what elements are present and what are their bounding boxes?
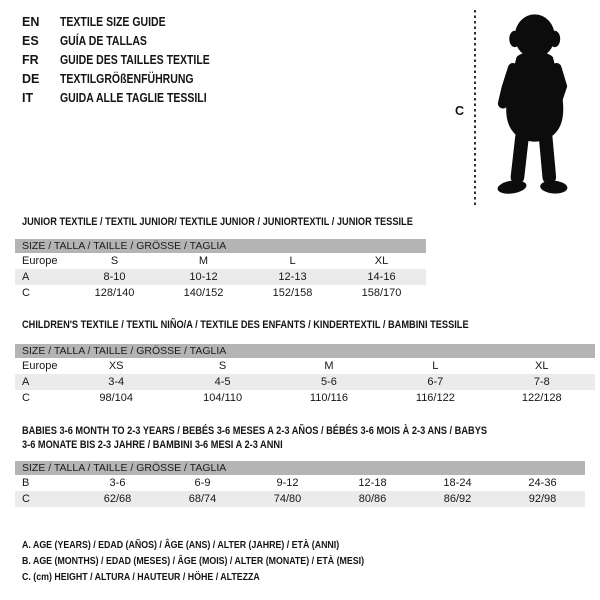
size-cell: 116/122 <box>415 392 455 404</box>
language-row-es <box>22 31 238 50</box>
size-cell: 80/86 <box>358 493 387 505</box>
size-cell: 3-4 <box>108 376 125 388</box>
guide-title-es: GUÍA DE TALLAS <box>60 33 147 48</box>
row-label: A <box>22 271 30 283</box>
table-row-age <box>15 374 595 390</box>
children-table <box>15 344 595 406</box>
table-row-height <box>15 491 585 507</box>
size-cell: 104/110 <box>203 392 243 404</box>
size-cell: 92/98 <box>528 493 557 505</box>
row-label: Europe <box>22 360 58 372</box>
language-row-it <box>22 88 238 107</box>
language-row-de <box>22 69 238 88</box>
language-code: FR <box>22 52 39 67</box>
babies-textile-table-section <box>15 424 585 507</box>
language-code: IT <box>22 90 34 105</box>
size-cell: 152/158 <box>272 287 313 299</box>
language-code: EN <box>22 14 40 29</box>
language-row-en <box>22 12 238 31</box>
babies-table <box>15 461 585 507</box>
row-label: A <box>22 376 30 388</box>
language-row-fr <box>22 50 238 69</box>
size-cell: XL <box>374 255 389 267</box>
size-cell: 68/74 <box>188 493 217 505</box>
size-cell: 158/170 <box>361 287 402 299</box>
legend-footnotes <box>22 537 429 585</box>
size-cell: 9-12 <box>276 477 299 489</box>
baby-silhouette-icon <box>482 7 582 209</box>
junior-textile-table-section <box>15 215 426 301</box>
children-table-title-text: CHILDREN'S TEXTILE / TEXTIL NIÑO/A / TEXTILE DES ENFANTS / KINDERTEXTIL / BAMBINI TESSILE <box>22 319 469 331</box>
size-cell: 14-16 <box>367 271 396 283</box>
footnote-c-text: C. (cm) HEIGHT / ALTURA / HAUTEUR / HÖHE / ALTEZZA <box>22 571 260 583</box>
junior-table <box>15 239 426 301</box>
size-cell: 86/92 <box>443 493 472 505</box>
row-label: C <box>22 392 30 404</box>
junior-table-title-text: JUNIOR TEXTILE / TEXTIL JUNIOR/ TEXTILE JUNIOR / JUNIORTEXTIL / JUNIOR TESSILE <box>22 216 413 228</box>
size-cell: 24-36 <box>528 477 557 489</box>
size-header-text: SIZE / TALLA / TAILLE / GRÖSSE / TAGLIA <box>22 462 227 474</box>
size-cell: 110/116 <box>309 392 349 404</box>
size-cell: L <box>432 360 439 372</box>
size-header-text: SIZE / TALLA / TAILLE / GRÖSSE / TAGLIA <box>22 345 227 357</box>
size-cell: 7-8 <box>533 376 550 388</box>
size-cell: 140/152 <box>183 287 224 299</box>
footnote-b <box>22 553 429 569</box>
guide-title-it: GUIDA ALLE TAGLIE TESSILI <box>60 90 207 105</box>
table-row-age-months <box>15 475 585 491</box>
size-cell: 3-6 <box>109 477 126 489</box>
footnote-c <box>22 569 429 585</box>
size-header-bar <box>15 344 595 358</box>
footnote-b-text: B. AGE (MONTHS) / EDAD (MESES) / ÂGE (MOIS) / ALTER (MONATE) / ETÀ (MESI) <box>22 555 365 567</box>
size-header-bar <box>15 239 426 253</box>
size-cell: 5-6 <box>321 376 337 388</box>
footnote-a <box>22 537 429 553</box>
height-measure-label: C <box>455 104 465 118</box>
size-cell: S <box>218 360 227 372</box>
language-code: DE <box>22 71 40 86</box>
size-cell: 6-9 <box>194 477 211 489</box>
row-label: Europe <box>22 255 58 267</box>
size-cell: M <box>198 255 209 267</box>
height-measure-dashed-line <box>474 10 476 206</box>
table-row-height <box>15 285 426 301</box>
size-cell: 74/80 <box>273 493 302 505</box>
size-cell: 10-12 <box>189 271 218 283</box>
junior-table-title <box>22 215 426 229</box>
size-cell: 4-5 <box>214 376 231 388</box>
size-cell: L <box>289 255 296 267</box>
table-row-europe <box>15 253 426 269</box>
language-title-list <box>22 12 238 107</box>
table-row-age <box>15 269 426 285</box>
size-cell: M <box>324 360 334 372</box>
children-table-title <box>22 318 595 332</box>
guide-title-de: TEXTILGRÖßENFÜHRUNG <box>60 71 194 86</box>
size-cell: 18-24 <box>443 477 472 489</box>
row-label: B <box>22 477 30 489</box>
footnote-a-text: A. AGE (YEARS) / EDAD (AÑOS) / ÂGE (ANS) / ALTER (JAHRE) / ETÀ (ANNI) <box>22 539 340 551</box>
size-cell: XS <box>108 360 124 372</box>
size-cell: XL <box>535 360 549 372</box>
size-cell: 122/128 <box>521 392 562 404</box>
size-cell: S <box>110 255 119 267</box>
size-header-bar <box>15 461 585 475</box>
guide-title-en: TEXTILE SIZE GUIDE <box>60 14 166 29</box>
size-cell: 128/140 <box>94 287 135 299</box>
row-label: C <box>22 287 30 299</box>
size-cell: 12-13 <box>278 271 307 283</box>
language-code: ES <box>22 33 39 48</box>
row-label: C <box>22 493 30 505</box>
guide-title-fr: GUIDE DES TAILLES TEXTILE <box>60 52 210 67</box>
table-row-height <box>15 390 595 406</box>
size-cell: 12-18 <box>358 477 387 489</box>
babies-table-title-text: BABIES 3-6 MONTH TO 2-3 YEARS / BEBÉS 3-6 MESES A 2-3 AÑOS / BÉBÉS 3-6 MOIS À 2-3 ANS / BABYS 3-6 MONATE BIS 2-3 JAHRE / BAMBINI 3-6 MESI A 2-3 ANNI <box>22 425 488 451</box>
size-cell: 98/104 <box>99 392 134 404</box>
size-cell: 6-7 <box>427 376 444 388</box>
table-row-europe <box>15 358 595 374</box>
children-textile-table-section <box>15 318 595 406</box>
size-cell: 8-10 <box>103 271 126 283</box>
babies-table-title <box>22 424 585 452</box>
size-header-text: SIZE / TALLA / TAILLE / GRÖSSE / TAGLIA <box>22 240 227 252</box>
size-cell: 62/68 <box>103 493 132 505</box>
